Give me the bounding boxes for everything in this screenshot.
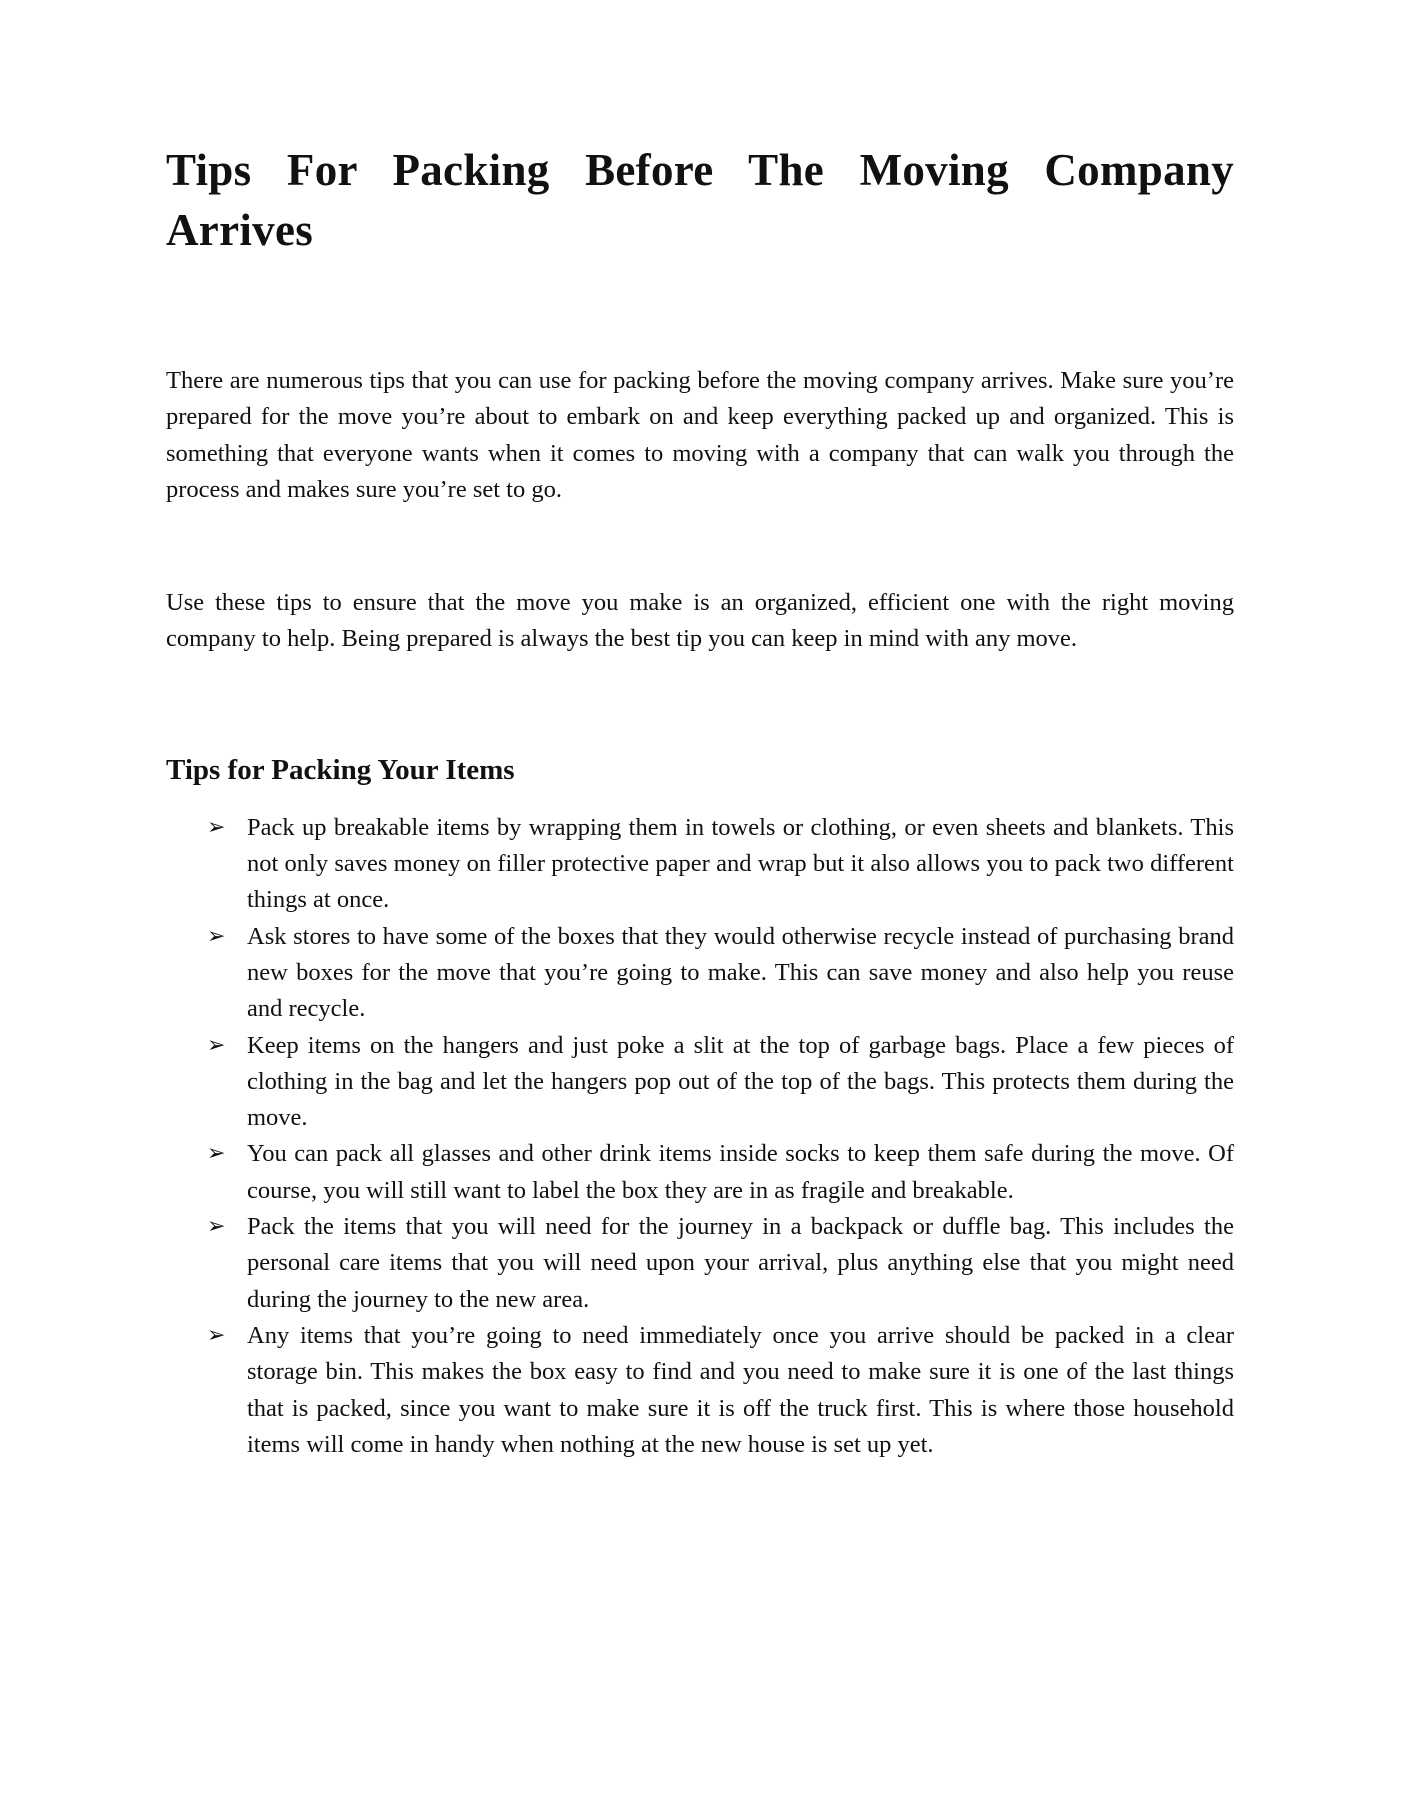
document-title [166,140,1234,260]
tip-text: Pack the items that you will need for the journey in a backpack or duffle bag. This includes the personal care items that you will need upon your arrival, plus anything else that you might need during the journey to the new area. [247,1213,1234,1313]
arrow-bullet-icon: ➢ [207,814,226,840]
document-page [166,140,1234,1463]
tip-item [166,1209,1234,1318]
arrow-bullet-icon: ➢ [207,1032,226,1058]
arrow-bullet-icon: ➢ [207,1322,226,1348]
arrow-bullet-icon: ➢ [207,1141,226,1167]
tip-text: Keep items on the hangers and just poke a slit at the top of garbage bags. Place a few pieces of clothing in the bag and let the hangers pop out of the top of the bags. This protects them during the move. [247,1031,1234,1132]
tip-item [166,1136,1234,1209]
arrow-bullet-icon: ➢ [207,1214,226,1240]
arrow-bullet-icon: ➢ [207,923,226,949]
document-title-line-1: Tips For Packing Before The Moving Company [166,145,1234,195]
intro-paragraph-2: Use these tips to ensure that the move you make is an organized, efficient one with the right moving company to help. Being prepared is always the best tip you can keep in mind with any move. [166,589,1234,653]
tip-text: You can pack all glasses and other drink items inside socks to keep them safe during the move. Of course, you will still want to label the box they are in as fragile and breakable. [247,1140,1234,1204]
tip-text: Pack up breakable items by wrapping them in towels or clothing, or even sheets and blankets. This not only saves money on filler protective paper and wrap but it also allows you to pack two different things at once. [247,813,1234,914]
tip-item [166,1028,1234,1137]
intro-paragraph-1: There are numerous tips that you can use for packing before the moving company arrives. Make sure you’re prepared for the move you’re about to embark on and keep everything packed up and organized. This is something that everyone wants when it comes to moving with a company that can walk you through the process and makes sure you’re set to go. [166,367,1234,503]
tip-text: Ask stores to have some of the boxes that they would otherwise recycle instead of purchasing brand new boxes for the move that you’re going to make. This can save money and also help you reuse and recycle. [247,922,1234,1023]
document-title-line-2: Arrives [166,205,314,255]
tip-item [166,919,1234,1028]
tip-item [166,1318,1234,1463]
section-heading: Tips for Packing Your Items [166,753,515,786]
tip-text: Any items that you’re going to need immediately once you arrive should be packed in a clear storage bin. This makes the box easy to find and you need to make sure it is one of the last things that is packed, since you want to make sure it is off the truck first. This is where those household items will come in handy when nothing at the new house is set up yet. [247,1321,1234,1458]
tips-list [166,810,1234,1463]
tip-item [166,810,1234,919]
